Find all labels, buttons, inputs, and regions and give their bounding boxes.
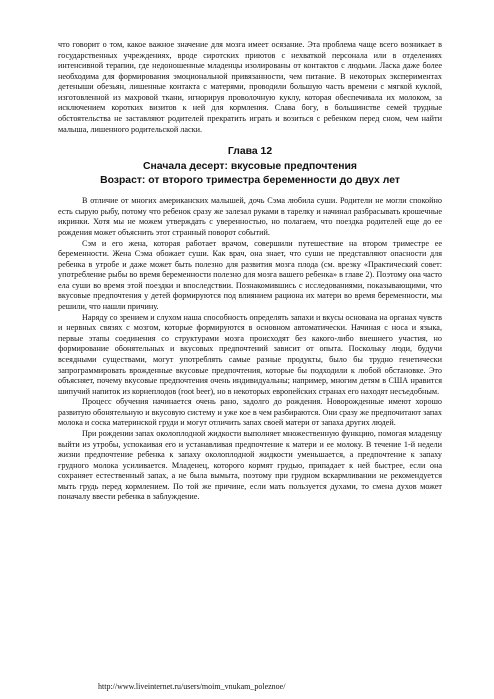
paragraph: При рождении запах околоплодной жидкости выполняет множественную функцию, помогая младенцу выйти из утробы, успокаивая его и устанавливая предпочтение к матери и ее молоку. В течение 1-й недели жизни предпочтение ребенка к запаху околоплодной жидкости уменьшается, а предпочтение к запаху грудного молока усиливается. Младенец, которого кормят грудью, припадает к ней быстрее, если она сохраняет естественный запах, а не была вымыта, поэтому при грудном вскармливании не рекомендуется мыть грудь перед кормлением. По той же причине, если мать пользуется духами, то смена духов может поначалу ввести ребенка в заблуждение. [58, 429, 442, 502]
chapter-title: Сначала десерт: вкусовые предпочтения [143, 160, 357, 172]
paragraph: В отличие от многих американских малышей, дочь Сэма любила суши. Родители не могли спокойно есть сырую рыбу, потому что ребенок сразу же залезал руками в тарелку и начинал разбрасывать крошечные икринки. Хотя мы не можем утверждать с уверенностью, но полагаем, что поездка родителей еще до ее рождения может объяснить этот странный поворот событий. [58, 196, 442, 238]
intro-paragraph: что говорит о том, какое важное значение для мозга имеет осязание. Эта проблема чаще всего возникает в государственных учреждениях, вроде сиротских приютов с нехваткой персонала или в отделениях интенсивной терапии, где недоношенные младенцы изолированы от контактов с людьми. Ласка даже более необходима для формирования эмоциональной привязанности, чем питание. В некоторых экспериментах детеныши обезьян, лишенные контакта с матерями, проводили большую часть времени с мягкой куклой, изготовленной из махровой ткани, игнорируя проволочную куклу, которая обеспечивала их молоком, за исключением коротких визитов к ней для кормления. Слава богу, в большинстве семей трудные обстоятельства не заставляют родителей прекратить играть и возиться с ребенком перед сном, чем найти малыша, лишенного родительской ласки. [58, 40, 442, 134]
paragraph: Сэм и его жена, которая работает врачом, совершили путешествие на втором триместре ее беременности. Жена Сэма обожает суши. Как врач, она знает, что суши не представляют опасности для ребенка в утробе и даже может быть полезно для развития мозга плода (см. врезку «Практический совет: употребление рыбы во время беременности полезно для мозга вашего ребенка» в главе 2). Поэтому она часто ела суши во время этой поездки и впоследствии. Познакомившись с исследованиями, показывающими, что вкусовые предпочтения у детей формируются под влиянием рациона их матери во время беременности, мы решили, что нашли причину. [58, 238, 442, 312]
document-page [58, 40, 442, 503]
paragraph: Процесс обучения начинается очень рано, задолго до рождения. Новорожденные имеют хорошо развитую обонятельную и вкусовую систему и уже кое в чем разбираются. Они сразу же предпочитают запах молока и соска материнской груди и могут отличить запах своей матери от запаха других людей. [58, 397, 442, 428]
chapter-header [58, 145, 442, 188]
chapter-number: Глава 12 [227, 146, 273, 158]
chapter-subtitle: Возраст: от второго триместра беременности до двух лет [100, 174, 400, 186]
paragraph: Наряду со зрением и слухом наша способность определять запахи и вкусы основана на органах чувств и нервных связях с мозгом, которые формируются в основном автоматически. Начиная с носа и языка, первые этапы соединения со структурами мозга происходят без какого-либо внешнего участия, но формирование обонятельных и вкусовых предпочтений зависит от опыта. Поскольку люди, будучи всеядными существами, могут употреблять самые разные продукты, было бы трудно генетически запрограммировать врожденные вкусовые предпочтения, которые бы подходили к любой обстановке. Это объясняет, почему вкусовые предпочтения очень индивидуальны; например, многим детям в США нравится шипучий напиток из корнеплодов (root beer), но в некоторых европейских странах его находят несъедобным. [58, 312, 442, 396]
footer-url: http://www.liveinternet.ru/users/moim_vnukam_poleznoe/ [98, 682, 286, 691]
